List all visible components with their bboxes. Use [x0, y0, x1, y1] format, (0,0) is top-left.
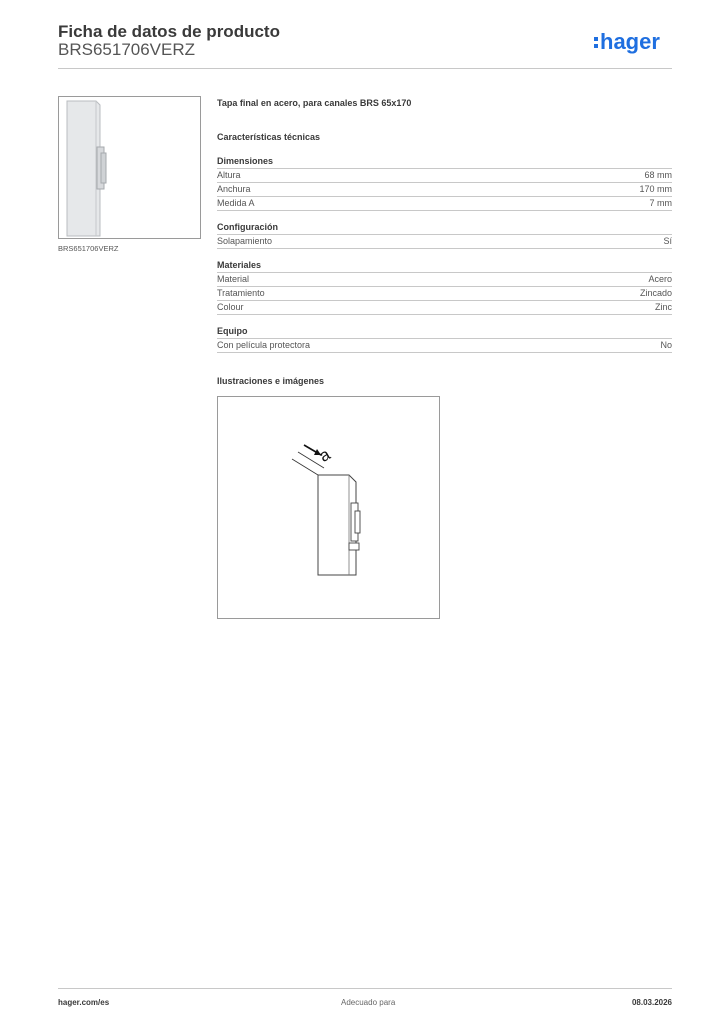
dimension-label: a [315, 444, 334, 466]
spec-value: Sí [663, 236, 672, 246]
dimension-drawing [217, 396, 440, 619]
spec-value: Zinc [654, 302, 672, 312]
spec-value: 68 mm [644, 170, 672, 180]
spec-row [217, 169, 672, 183]
spec-value: No [660, 340, 672, 350]
spec-row [217, 197, 672, 211]
spec-group-title: Dimensiones [217, 155, 672, 169]
spec-group-materiales [217, 259, 672, 315]
spec-group-equipo [217, 325, 672, 353]
product-description: Tapa final en acero, para canales BRS 65x170 [217, 98, 412, 108]
spec-label: Anchura [217, 184, 251, 194]
footer-website-link[interactable]: hager.com/es [58, 998, 110, 1007]
spec-group-dimensiones [217, 155, 672, 211]
spec-label: Solapamiento [217, 236, 273, 246]
specs-heading: Características técnicas [217, 132, 321, 142]
spec-group-configuracion [217, 221, 672, 249]
spec-value: Zincado [639, 288, 672, 298]
spec-label: Medida A [217, 198, 255, 208]
page-title: Ficha de datos de producto [58, 22, 280, 41]
spec-row [217, 183, 672, 197]
spec-row [217, 301, 672, 315]
product-image-caption: BRS651706VERZ [58, 244, 119, 253]
spec-label: Altura [217, 170, 241, 180]
spec-group-title: Equipo [217, 325, 672, 339]
footer-date: 08.03.2026 [631, 998, 672, 1007]
spec-row [217, 273, 672, 287]
spec-label: Tratamiento [217, 288, 265, 298]
spec-value: 170 mm [639, 184, 672, 194]
spec-row [217, 287, 672, 301]
spec-group-title: Configuración [217, 221, 672, 235]
footer-suitable-for: Adecuado para [341, 998, 396, 1007]
spec-value: Acero [648, 274, 672, 284]
product-details [217, 96, 672, 363]
spec-value: 7 mm [649, 198, 672, 208]
spec-row [217, 235, 672, 249]
spec-label: Con película protectora [217, 340, 311, 350]
spec-label: Material [217, 274, 250, 284]
logo-text: hager [600, 29, 660, 54]
header-divider [58, 68, 672, 69]
spec-group-title: Materiales [217, 259, 672, 273]
product-code: BRS651706VERZ [58, 40, 196, 59]
hager-logo [592, 26, 674, 56]
product-image [58, 96, 201, 239]
illustrations-heading: Ilustraciones e imágenes [217, 376, 325, 386]
footer-divider [58, 988, 672, 989]
spec-label: Colour [217, 302, 244, 312]
spec-row [217, 339, 672, 353]
